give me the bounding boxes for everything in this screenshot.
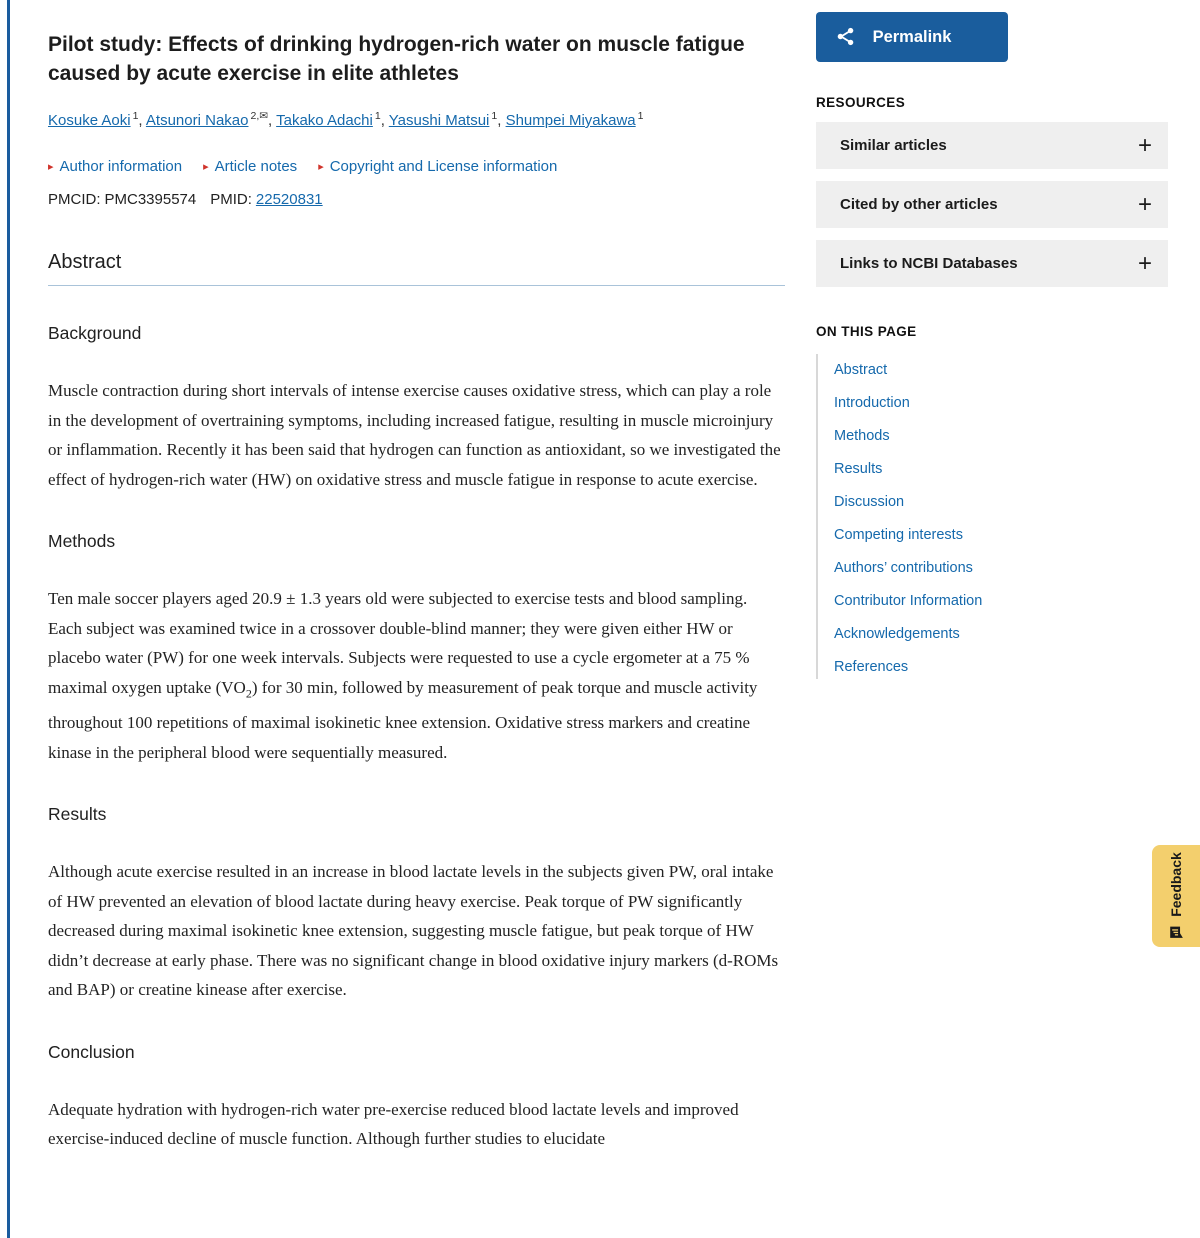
toc-link-references[interactable]: References [834,659,909,675]
background-heading: Background [48,323,142,343]
toc-link-discussion[interactable]: Discussion [834,494,905,510]
disclosure-triangle-icon: ▸ [318,161,324,173]
accordion-similar-articles[interactable] [816,122,1168,169]
author-separator: , [138,112,146,129]
toc-link-competing-interests[interactable]: Competing interests [834,527,963,543]
methods-heading: Methods [48,531,116,551]
pmid-link[interactable]: 22520831 [255,191,323,208]
plus-icon: + [1137,190,1152,218]
feedback-tab-inner [1168,852,1184,940]
article-notes-toggle[interactable]: ▸ Article notes [203,158,298,175]
sidebar [816,0,1168,1154]
author-item [276,112,389,129]
author-item [146,112,276,129]
feedback-tab[interactable] [1152,845,1200,947]
accordion-label: Links to NCBI Databases [840,255,1018,272]
plus-icon: + [1137,249,1152,277]
plus-icon: + [1137,131,1152,159]
article-title: Pilot study: Effects of drinking hydrogen-rich water on muscle fatigue caused by acute exercise in elite athletes [48,33,745,85]
feedback-tab-label: Feedback [1168,852,1184,917]
author-information-toggle[interactable]: ▸ Author information [48,158,183,175]
author-link[interactable]: Yasushi Matsui [388,112,490,129]
toc-link-authors-contributions[interactable]: Authors’ contributions [834,560,973,576]
table-of-contents [816,354,1168,679]
toc-link-abstract[interactable]: Abstract [834,362,888,378]
author-separator: , [268,112,277,129]
vo2-subscript: 2 [245,685,252,700]
author-affiliation-sup: 1 [132,110,139,122]
author-affiliation-sup: 1 [637,110,644,122]
results-paragraph: Although acute exercise resulted in an increase in blood lactate levels in the subjects given PW, oral intake of HW prevented an elevation of blood lactate during heavy exercise. Peak torque of PW significantly decreased during maximal isokinetic knee extension, suggesting muscle fatigue, but peak torque of HW didn’t decrease at early phase. There was no significant change in blood oxidative injury markers (d-ROMs and BAP) or creatine kinease after exercise. [48,862,779,1000]
results-heading: Results [48,804,107,825]
permalink-button-label: Permalink [872,27,952,46]
article-meta-links [48,158,785,175]
toc-link-introduction[interactable]: Introduction [834,395,910,411]
disclosure-triangle-icon: ▸ [203,161,209,173]
conclusion-paragraph: Adequate hydration with hydrogen-rich water pre-exercise reduced blood lactate levels and improved exercise-induced decline of muscle function. Although further studies to elucidate [48,1099,739,1149]
author-link[interactable]: Kosuke Aoki [48,112,131,129]
accordion-cited-by[interactable] [816,181,1168,228]
author-link[interactable]: Takako Adachi [276,112,373,129]
toc-link-results[interactable]: Results [834,461,883,477]
resources-heading: RESOURCES [816,95,906,110]
author-list [48,110,785,129]
background-paragraph: Muscle contraction during short intervals of intense exercise causes oxidative stress, which can play a role in the development of overtraining symptoms, including increased fatigue, resulting in muscle microinjury or inflammation. Recently it has been said that hydrogen can function as antioxidant, so we investigated the effect of hydrogen-rich water (HW) on oxidative stress and muscle fatigue in response to acute exercise. [48,381,781,489]
author-item [506,112,644,129]
author-item [48,112,146,129]
author-link[interactable]: Atsunori Nakao [145,112,249,129]
pmid-label: PMID: [210,191,252,208]
share-icon [835,26,856,50]
article-main-column [48,0,785,1154]
accordion-label: Cited by other articles [840,196,998,213]
author-affiliation-sup: 1 [491,110,498,122]
on-this-page-heading: ON THIS PAGE [816,324,917,339]
author-item [389,112,506,129]
abstract-heading: Abstract [48,251,785,286]
pmcid-label: PMCID: [48,191,101,208]
toc-link-methods[interactable]: Methods [834,428,890,444]
methods-paragraph: Ten male soccer players aged 20.9 ± 1.3 years old were subjected to exercise tests and blood sampling. Each subject was examined twice in a crossover double-blind manner; they were given either HW or placebo water (PW) for one week intervals. Subjects were requested to use a cycle ergometer at a 75 % maximal oxygen uptake $(VO_2)$ for 30 min, followed by measurement of peak torque and muscle activity throughout 100 repetitions of maximal isokinetic knee extension. Oxidative stress markers and creatine kinase in the peripheral blood were sequentially measured. [48,589,758,762]
accordion-ncbi-links[interactable] [816,240,1168,287]
feedback-survey-icon [1169,925,1184,940]
toc-link-acknowledgements[interactable]: Acknowledgements [834,626,960,642]
toc-link-contributor-information[interactable]: Contributor Information [834,593,983,609]
author-link[interactable]: Shumpei Miyakawa [505,112,636,129]
author-affiliation-sup: 1 [374,110,381,122]
author-separator: , [497,112,506,129]
permalink-button[interactable] [816,12,1008,62]
disclosure-triangle-icon: ▸ [48,161,54,173]
author-affiliation-sup: 2,✉ [250,110,269,122]
copyright-license-toggle[interactable]: ▸ Copyright and License information [318,158,558,175]
author-separator: , [380,112,389,129]
pmcid-value: PMC3395574 [104,191,197,208]
article-identifiers [48,191,785,208]
left-edge-accent-bar [7,0,10,1238]
conclusion-heading: Conclusion [48,1041,135,1062]
accordion-label: Similar articles [840,137,947,154]
